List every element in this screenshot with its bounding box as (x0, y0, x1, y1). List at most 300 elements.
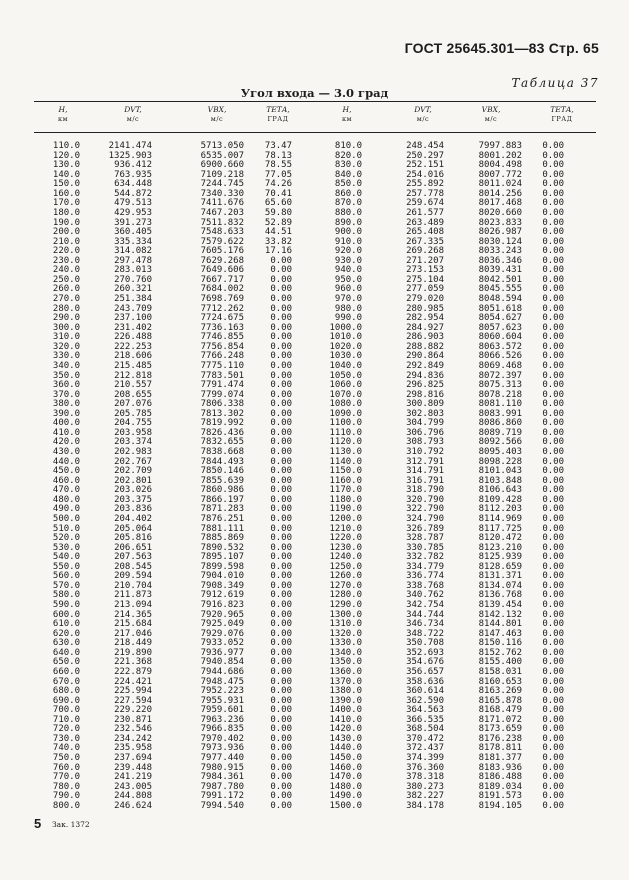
table-cell: 750.0 (52, 753, 80, 763)
table-cell: 1010.0 (329, 332, 362, 343)
table-cell: 8042.501 (478, 274, 522, 285)
table-cell: 0.00 (542, 657, 564, 668)
table-cell: 320.0 (52, 341, 80, 352)
table-cell: 0.00 (270, 695, 292, 706)
table-cell: 378.318 (406, 772, 444, 783)
table-cell: 930.0 (334, 255, 362, 266)
table-cell: 0.00 (270, 638, 292, 649)
table-cell: 7766.248 (200, 351, 244, 362)
table-cell: 8106.643 (478, 485, 522, 496)
table-cell: 630.0 (52, 638, 80, 649)
table-cell: 280.0 (52, 303, 80, 314)
table-cell: 310.0 (52, 332, 80, 343)
table-label: Таблица 37 (511, 76, 599, 90)
table-cell: 0.00 (270, 628, 292, 639)
table-cell: 279.020 (406, 294, 444, 304)
table-cell: 0.00 (270, 561, 292, 572)
table-cell: 660.0 (52, 666, 80, 677)
table-cell: 0.00 (270, 351, 292, 362)
table-cell: 7605.176 (200, 246, 244, 257)
table-cell: 8120.472 (478, 533, 522, 544)
table-cell: 8112.203 (478, 504, 522, 515)
table-cell: 7756.854 (200, 341, 244, 352)
table-cell: 940.0 (334, 265, 362, 276)
table-header-rule (34, 132, 596, 133)
table-cell: 8086.860 (478, 418, 522, 429)
table-cell: 1150.0 (329, 466, 362, 477)
table-cell: 1480.0 (329, 781, 362, 792)
table-cell: 7667.717 (200, 274, 244, 285)
table-cell: 7629.268 (200, 255, 244, 266)
table-cell: 0.00 (270, 781, 292, 792)
table-cell: 0.00 (270, 447, 292, 457)
table-subtitle: Угол входа — 3.0 град (240, 86, 389, 100)
table-cell: 1100.0 (329, 418, 362, 429)
footer-page-number: 5 (34, 816, 42, 831)
column-h-right (318, 142, 362, 811)
table-cell: 352.693 (406, 647, 444, 658)
table-cell: 7944.686 (200, 666, 244, 677)
table-cell: 0.00 (542, 255, 564, 266)
table-cell: 970.0 (334, 294, 362, 304)
table-cell: 0.00 (270, 590, 292, 601)
table-cell: 0.00 (542, 294, 564, 304)
table-cell: 234.242 (114, 733, 152, 744)
table-cell: 0.00 (542, 284, 564, 295)
table-cell: 0.00 (270, 647, 292, 658)
table-cell: 7340.330 (200, 188, 244, 199)
table-cell: 7936.977 (200, 647, 244, 658)
table-cell: 1070.0 (329, 389, 362, 400)
table-cell: 240.0 (52, 265, 80, 276)
table-cell: 910.0 (334, 236, 362, 247)
table-cell: 0.00 (270, 504, 292, 515)
table-cell: 205.064 (114, 523, 152, 534)
table-cell: 210.0 (52, 236, 80, 247)
table-cell: 334.779 (406, 561, 444, 572)
table-cell: 0.00 (542, 638, 564, 649)
footer-order: Зак. 1372 (52, 820, 90, 829)
table-cell: 7984.361 (200, 772, 244, 783)
table-cell: 6535.007 (200, 150, 244, 161)
table-cell: 1110.0 (329, 427, 362, 438)
table-cell: 243.005 (114, 781, 152, 792)
table-cell: 65.60 (264, 198, 292, 209)
table-cell: 251.384 (114, 294, 152, 304)
table-cell: 244.808 (114, 791, 152, 802)
table-cell: 391.273 (114, 217, 152, 228)
table-cell: 1240.0 (329, 552, 362, 563)
table-cell: 7511.832 (200, 217, 244, 228)
table-cell: 203.375 (114, 494, 152, 505)
col-header-dvt-left: DVT, м/с (124, 105, 142, 123)
table-cell: 344.744 (406, 609, 444, 620)
table-cell: 211.873 (114, 590, 152, 601)
table-cell: 440.0 (52, 456, 80, 467)
table-cell: 0.00 (270, 389, 292, 400)
table-cell: 7799.074 (200, 389, 244, 400)
table-cell: 7987.780 (200, 781, 244, 792)
table-cell: 560.0 (52, 571, 80, 582)
table-cell: 0.00 (542, 571, 564, 582)
table-cell: 590.0 (52, 600, 80, 610)
table-cell: 7826.436 (200, 427, 244, 438)
table-cell: 130.0 (52, 160, 80, 171)
table-cell: 0.00 (542, 227, 564, 238)
table-cell: 224.421 (114, 676, 152, 687)
table-cell: 1020.0 (329, 341, 362, 352)
table-cell: 1440.0 (329, 743, 362, 754)
table-cell: 0.00 (270, 475, 292, 486)
table-cell: 297.478 (114, 255, 152, 266)
table-cell: 0.00 (542, 533, 564, 544)
table-cell: 0.00 (270, 466, 292, 477)
table-cell: 8026.987 (478, 227, 522, 238)
column-vbx-right (462, 142, 522, 811)
table-cell: 342.754 (406, 600, 444, 610)
table-cell: 370.472 (406, 733, 444, 744)
table-cell: 0.00 (542, 628, 564, 639)
table-cell: 7955.931 (200, 695, 244, 706)
table-cell: 730.0 (52, 733, 80, 744)
table-cell: 338.768 (406, 580, 444, 591)
table-cell: 212.818 (114, 370, 152, 381)
table-cell: 640.0 (52, 647, 80, 658)
table-cell: 800.0 (52, 800, 80, 811)
table-cell: 190.0 (52, 217, 80, 228)
table-cell: 7783.501 (200, 370, 244, 381)
table-cell: 235.958 (114, 743, 152, 754)
table-cell: 7977.440 (200, 753, 244, 763)
table-cell: 1090.0 (329, 408, 362, 419)
table-cell: 306.796 (406, 427, 444, 438)
table-cell: 1450.0 (329, 753, 362, 763)
table-cell: 8128.659 (478, 561, 522, 572)
table-cell: 336.774 (406, 571, 444, 582)
table-cell: 203.026 (114, 485, 152, 496)
table-cell: 263.489 (406, 217, 444, 228)
table-cell: 300.809 (406, 399, 444, 410)
table-cell: 0.00 (542, 542, 564, 553)
table-cell: 0.00 (542, 246, 564, 257)
table-cell: 0.00 (542, 619, 564, 630)
table-cell: 8101.043 (478, 466, 522, 477)
table-cell: 0.00 (270, 571, 292, 582)
table-cell: 364.563 (406, 705, 444, 716)
table-cell: 205.816 (114, 533, 152, 544)
table-cell: 372.437 (406, 743, 444, 754)
page-header: ГОСТ 25645.301—83 Стр. 65 (404, 40, 599, 56)
table-cell: 376.360 (406, 762, 444, 773)
table-cell: 7832.655 (200, 437, 244, 448)
table-cell: 1320.0 (329, 628, 362, 639)
table-cell: 1170.0 (329, 485, 362, 496)
table-cell: 7724.675 (200, 313, 244, 324)
table-cell: 390.0 (52, 408, 80, 419)
table-cell: 0.00 (270, 657, 292, 668)
table-cell: 8030.124 (478, 236, 522, 247)
table-cell: 260.0 (52, 284, 80, 295)
table-cell: 8033.243 (478, 246, 522, 257)
table-cell: 160.0 (52, 188, 80, 199)
table-cell: 0.00 (542, 647, 564, 658)
table-cell: 7548.633 (200, 227, 244, 238)
table-cell: 0.00 (542, 418, 564, 429)
table-cell: 0.00 (270, 600, 292, 610)
table-cell: 0.00 (542, 408, 564, 419)
table-cell: 326.789 (406, 523, 444, 534)
table-cell: 430.0 (52, 447, 80, 457)
table-cell: 312.791 (406, 456, 444, 467)
table-cell: 0.00 (270, 619, 292, 630)
table-cell: 0.00 (542, 504, 564, 515)
table-cell: 763.935 (114, 169, 152, 180)
table-cell: 0.00 (542, 695, 564, 706)
table-cell: 1300.0 (329, 609, 362, 620)
table-cell: 0.00 (542, 791, 564, 802)
table-cell: 7925.049 (200, 619, 244, 630)
table-cell: 7109.218 (200, 169, 244, 180)
table-cell: 0.00 (542, 389, 564, 400)
table-cell: 1290.0 (329, 600, 362, 610)
table-cell: 0.00 (542, 561, 564, 572)
table-cell: 227.594 (114, 695, 152, 706)
table-cell: 7966.835 (200, 724, 244, 735)
table-cell: 203.958 (114, 427, 152, 438)
table-cell: 0.00 (542, 485, 564, 496)
table-cell: 304.799 (406, 418, 444, 429)
table-cell: 470.0 (52, 485, 80, 496)
table-cell: 0.00 (542, 198, 564, 209)
table-cell: 8152.762 (478, 647, 522, 658)
table-cell: 7871.283 (200, 504, 244, 515)
table-cell: 0.00 (270, 791, 292, 802)
table-cell: 544.872 (114, 188, 152, 199)
table-cell: 8017.468 (478, 198, 522, 209)
table-cell: 0.00 (542, 437, 564, 448)
table-cell: 374.399 (406, 753, 444, 763)
table-cell: 7916.823 (200, 600, 244, 610)
table-cell: 790.0 (52, 791, 80, 802)
table-cell: 1190.0 (329, 504, 362, 515)
table-cell: 8171.072 (478, 714, 522, 725)
table-cell: 7970.402 (200, 733, 244, 744)
table-cell: 0.00 (542, 494, 564, 505)
table-cell: 7948.475 (200, 676, 244, 687)
table-cell: 200.0 (52, 227, 80, 238)
table-cell: 1050.0 (329, 370, 362, 381)
table-cell: 400.0 (52, 418, 80, 429)
table-cell: 232.546 (114, 724, 152, 735)
table-cell: 0.00 (542, 207, 564, 218)
table-cell: 0.00 (270, 523, 292, 534)
table-cell: 1325.903 (108, 150, 152, 161)
table-cell: 70.41 (264, 188, 292, 199)
table-cell: 7819.992 (200, 418, 244, 429)
table-cell: 8144.801 (478, 619, 522, 630)
table-cell: 0.00 (542, 150, 564, 161)
table-cell: 0.00 (270, 580, 292, 591)
table-cell: 0.00 (270, 705, 292, 716)
table-cell: 0.00 (270, 772, 292, 783)
table-cell: 204.402 (114, 513, 152, 524)
table-cell: 328.787 (406, 533, 444, 544)
table-cell: 257.778 (406, 188, 444, 199)
table-cell: 8103.848 (478, 475, 522, 486)
table-cell: 298.816 (406, 389, 444, 400)
table-cell: 0.00 (542, 466, 564, 477)
table-cell: 284.927 (406, 322, 444, 333)
table-cell: 0.00 (542, 676, 564, 687)
table-cell: 8134.074 (478, 580, 522, 591)
table-cell: 226.488 (114, 332, 152, 343)
table-cell: 0.00 (270, 332, 292, 343)
table-cell: 0.00 (270, 370, 292, 381)
table-cell: 680.0 (52, 686, 80, 697)
table-cell: 429.953 (114, 207, 152, 218)
table-cell: 1370.0 (329, 676, 362, 687)
col-header-vbx-left: VBX, м/с (207, 105, 227, 123)
table-cell: 0.00 (270, 494, 292, 505)
table-cell: 202.767 (114, 456, 152, 467)
table-cell: 0.00 (542, 236, 564, 247)
table-cell: 360.0 (52, 380, 80, 391)
table-cell: 203.836 (114, 504, 152, 515)
table-cell: 210.704 (114, 580, 152, 591)
table-cell: 8181.377 (478, 753, 522, 763)
table-cell: 290.0 (52, 313, 80, 324)
table-cell: 5713.050 (200, 141, 244, 151)
table-cell: 237.100 (114, 313, 152, 324)
table-cell: 7899.598 (200, 561, 244, 572)
table-cell: 254.016 (406, 169, 444, 180)
table-cell: 0.00 (542, 360, 564, 371)
table-cell: 0.00 (270, 303, 292, 314)
table-cell: 530.0 (52, 542, 80, 553)
table-cell: 7876.251 (200, 513, 244, 524)
table-cell: 7908.349 (200, 580, 244, 591)
table-cell: 1000.0 (329, 322, 362, 333)
table-cell: 0.00 (542, 733, 564, 744)
table-cell: 350.708 (406, 638, 444, 649)
table-cell: 0.00 (270, 513, 292, 524)
table-cell: 8095.403 (478, 447, 522, 457)
table-cell: 330.785 (406, 542, 444, 553)
table-cell: 340.0 (52, 360, 80, 371)
table-cell: 8066.526 (478, 351, 522, 362)
table-cell: 650.0 (52, 657, 80, 668)
table-cell: 0.00 (270, 800, 292, 811)
table-cell: 218.449 (114, 638, 152, 649)
column-dvt-left (98, 142, 152, 811)
table-cell: 346.734 (406, 619, 444, 630)
table-cell: 760.0 (52, 762, 80, 773)
table-cell: 0.00 (542, 303, 564, 314)
table-cell: 0.00 (270, 533, 292, 544)
table-cell: 213.094 (114, 600, 152, 610)
table-cell: 7411.676 (200, 198, 244, 209)
table-cell: 7850.146 (200, 466, 244, 477)
column-dvt-right (390, 142, 444, 811)
table-cell: 7838.668 (200, 447, 244, 457)
table-cell: 479.513 (114, 198, 152, 209)
table-cell: 210.557 (114, 380, 152, 391)
table-cell: 1140.0 (329, 456, 362, 467)
table-cell: 52.89 (264, 217, 292, 228)
column-h-left (42, 142, 80, 811)
table-cell: 7920.965 (200, 609, 244, 620)
table-cell: 0.00 (542, 370, 564, 381)
table-cell: 8158.031 (478, 666, 522, 677)
table-cell: 78.13 (264, 150, 292, 161)
table-cell: 140.0 (52, 169, 80, 180)
table-cell: 0.00 (542, 427, 564, 438)
table-cell: 1360.0 (329, 666, 362, 677)
table-cell: 7912.619 (200, 590, 244, 601)
table-cell: 222.879 (114, 666, 152, 677)
table-cell: 215.684 (114, 619, 152, 630)
table-cell: 850.0 (334, 179, 362, 190)
table-cell: 0.00 (542, 781, 564, 792)
table-cell: 0.00 (270, 255, 292, 266)
table-cell: 8194.105 (478, 800, 522, 811)
table-cell: 280.985 (406, 303, 444, 314)
table-cell: 8045.555 (478, 284, 522, 295)
table-cell: 0.00 (270, 762, 292, 773)
table-cell: 520.0 (52, 533, 80, 544)
table-cell: 354.676 (406, 657, 444, 668)
table-cell: 0.00 (542, 705, 564, 716)
table-cell: 8117.725 (478, 523, 522, 534)
table-cell: 580.0 (52, 590, 80, 601)
table-cell: 0.00 (542, 456, 564, 467)
table-cell: 960.0 (334, 284, 362, 295)
table-cell: 368.504 (406, 724, 444, 735)
table-cell: 300.0 (52, 322, 80, 333)
table-cell: 0.00 (542, 169, 564, 180)
table-cell: 570.0 (52, 580, 80, 591)
table-cell: 7991.172 (200, 791, 244, 802)
table-cell: 8011.024 (478, 179, 522, 190)
table-cell: 0.00 (542, 475, 564, 486)
table-cell: 8191.573 (478, 791, 522, 802)
table-cell: 8020.660 (478, 207, 522, 218)
table-cell: 8176.238 (478, 733, 522, 744)
table-cell: 1340.0 (329, 647, 362, 658)
table-cell: 290.864 (406, 351, 444, 362)
table-cell: 120.0 (52, 150, 80, 161)
table-cell: 356.657 (406, 666, 444, 677)
table-cell: 246.624 (114, 800, 152, 811)
table-cell: 8098.228 (478, 456, 522, 467)
table-cell: 410.0 (52, 427, 80, 438)
table-cell: 1500.0 (329, 800, 362, 811)
table-cell: 0.00 (542, 762, 564, 773)
table-cell: 0.00 (542, 590, 564, 601)
table-cell: 1350.0 (329, 657, 362, 668)
table-cell: 7746.855 (200, 332, 244, 343)
table-cell: 1060.0 (329, 380, 362, 391)
table-cell: 0.00 (270, 542, 292, 553)
table-cell: 540.0 (52, 552, 80, 563)
table-cell: 330.0 (52, 351, 80, 362)
table-cell: 270.760 (114, 274, 152, 285)
table-cell: 0.00 (270, 686, 292, 697)
table-cell: 8001.202 (478, 150, 522, 161)
table-cell: 8147.463 (478, 628, 522, 639)
table-cell: 362.590 (406, 695, 444, 706)
table-cell: 7885.869 (200, 533, 244, 544)
